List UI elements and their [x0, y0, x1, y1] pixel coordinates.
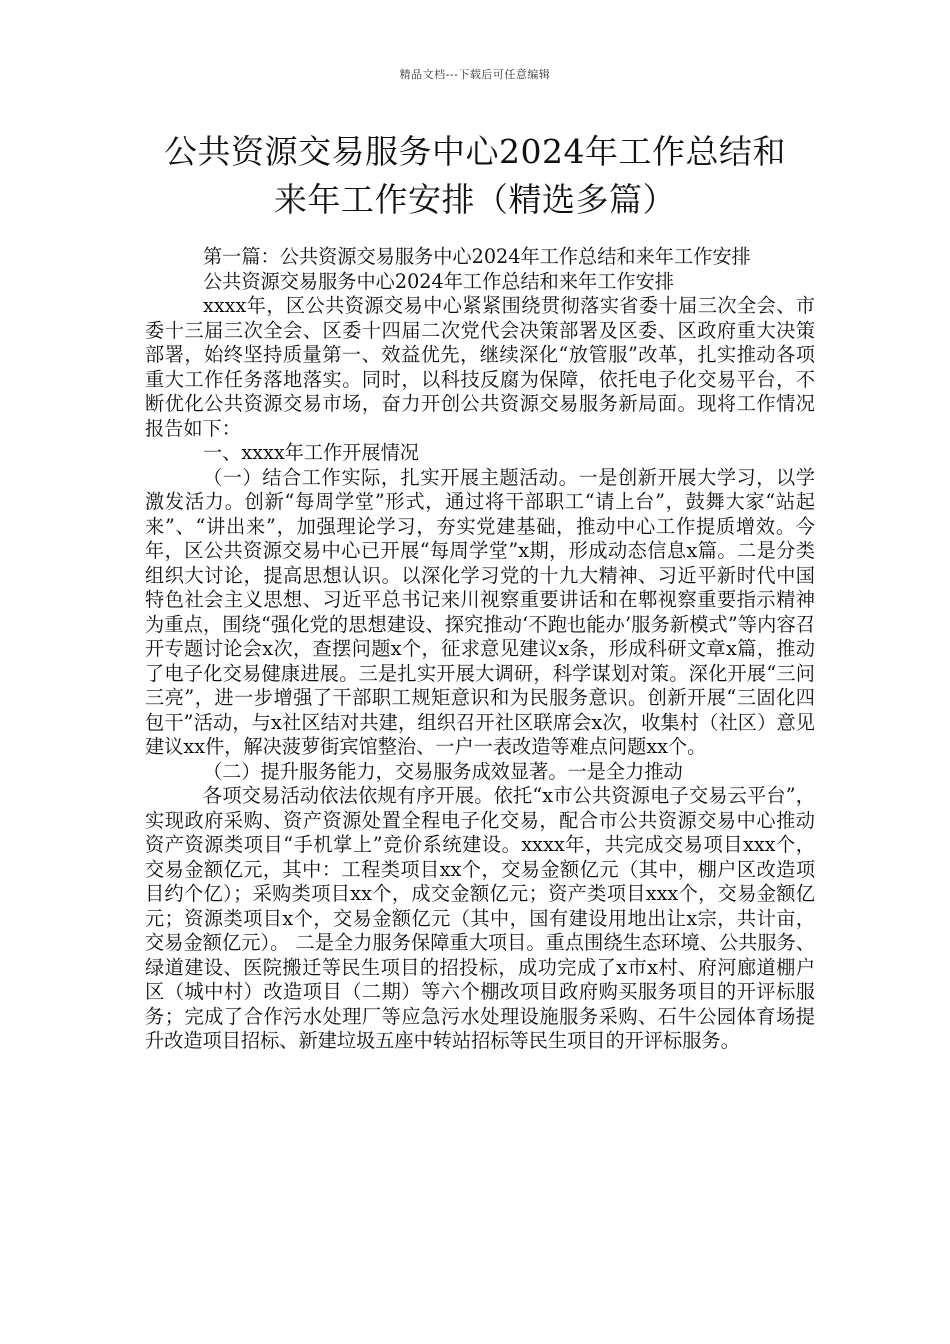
- intro-paragraph: xxxx年，区公共资源交易中心紧紧围绕贯彻落实省委十届三次全会、市委十三届三次全会、区委十四届二次党代会决策部署及区委、区政府重大决策部署，始终坚持质量第一、效益优先，继续深化“放管服”改革，扎实推动各项重大工作任务落地落实。同时，以科技反腐为保障，依托电子化交易平台，不断优化公共资源交易市场，奋力开创公共资源交易服务新局面。现将工作情况报告如下：: [145, 294, 815, 440]
- section-heading-1: 一、xxxx年工作开展情况: [203, 441, 419, 464]
- article-subtitle: 公共资源交易服务中心2024年工作总结和来年工作安排: [203, 269, 674, 293]
- title-line-2: 来年工作安排（精选多篇）: [274, 180, 676, 219]
- header-note: 精品文档---下载后可任意编辑: [399, 68, 551, 81]
- paragraph-service-heading: （二）提升服务能力，交易服务成效显著。一是全力推动: [203, 759, 683, 783]
- section-heading-first: 第一篇：公共资源交易服务中心2024年工作总结和来年工作安排: [203, 245, 751, 268]
- paragraph-theme-activities: （一）结合工作实际，扎实开展主题活动。一是创新开展大学习，以学激发活力。创新“每周学堂”形式，通过将干部职工“请上台”，鼓舞大家“站起来”、“讲出来”，加强理论学习，夯实党建基础，推动中心工作提质增效。今年，区公共资源交易中心已开展“每周学堂”x期，形成动态信息x篇。二是分类组织大讨论，提高思想认识。以深化学习党的十九大精神、习近平新时代中国特色社会主义思想、习近平总书记来川视察重要讲话和在郫视察重要指示精神为重点，围绕“强化党的思想建设、探究推动‘不跑也能办’服务新模式”等内容召开专题讨论会x次，查摆问题x个，征求意见建议x条，形成科研文章x篇，推动了电子化交易健康进展。三是扎实开展大调研，科学谋划对策。深化开展“三问三亮”，进一步增强了干部职工规矩意识和为民服务意识。创新开展“三固化四包干”活动，与x社区结对共建，组织召开社区联席会x次，收集村（社区）意见建议xx件，解决菠萝街宾馆整治、一户一表改造等难点问题xx个。: [145, 465, 815, 758]
- paragraph-trading-activities: 各项交易活动依法依规有序开展。依托“x市公共资源电子交易云平台”，实现政府采购、资产资源处置全程电子化交易，配合市公共资源交易中心推动资产资源类项目“手机掌上”竞价系统建设。xxxx年，共完成交易项目xxx个，交易金额亿元，其中：工程类项目xx个，交易金额亿元（其中，棚户区改造项目约个亿）；采购类项目xx个，成交金额亿元；资产类项目xxx个，交易金额亿元；资源类项目x个，交易金额亿元（其中，国有建设用地出让x宗，共计亩，交易金额亿元）。 二是全力服务保障重大项目。重点围绕生态环境、公共服务、绿道建设、医院搬迁等民生项目的招投标，成功完成了x市x村、府河廊道棚户区（城中村）改造项目（二期）等六个棚改项目政府购买服务项目的开评标服务；完成了合作污水处理厂等应急污水处理设施服务采购、石牛公园体育场提升改造项目招标、新建垃圾五座中转站招标等民生项目的开评标服务。: [145, 784, 815, 1052]
- title-line-1: 公共资源交易服务中心2024年工作总结和: [164, 132, 786, 171]
- document-body: [145, 245, 815, 1054]
- document-title: [120, 128, 830, 224]
